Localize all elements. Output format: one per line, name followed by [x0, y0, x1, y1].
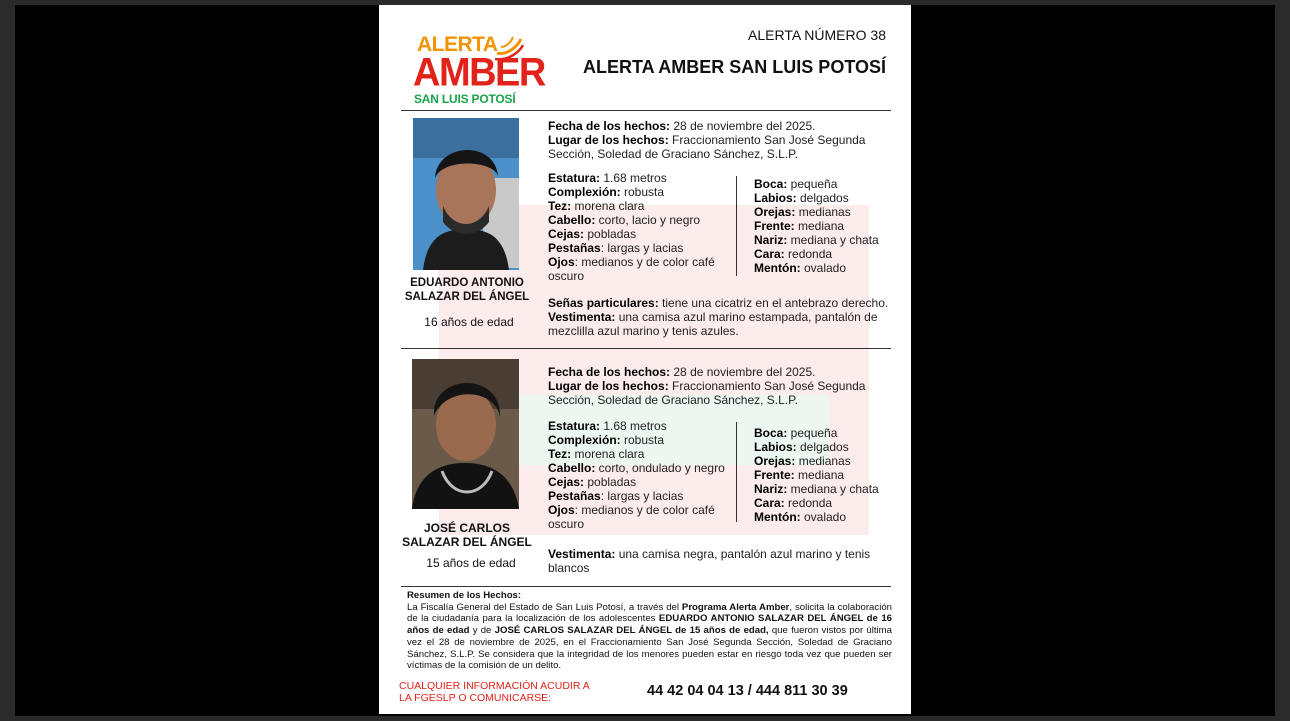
boca-label: Boca:: [754, 426, 788, 440]
person-1-menton: ovalado: [800, 261, 847, 275]
person-1-cara: redonda: [784, 247, 833, 261]
person-2-event: [548, 365, 888, 407]
person-2-age: 15 años de edad: [426, 556, 516, 570]
person-1-name-line1: EDUARDO ANTONIO: [410, 277, 524, 289]
vestimenta-label: Vestimenta:: [548, 310, 616, 324]
cara-label: Cara:: [754, 496, 785, 510]
person-2-vestimenta-2: blancos: [548, 561, 590, 575]
person-2-traits-right: [754, 426, 894, 524]
person-1-cejas: pobladas: [584, 227, 637, 241]
alert-number: ALERTA NÚMERO 38: [748, 27, 886, 43]
person-1-ojos-1: : medianos y de color café: [574, 255, 715, 269]
person-2-estatura: 1.68 metros: [600, 419, 667, 433]
contact-line-2: LA FGESLP O COMUNICARSE:: [399, 692, 552, 704]
cejas-label: Cejas:: [548, 475, 585, 489]
person-2-lugar-2: Sección, Soledad de Graciano Sánchez, S.L.P.: [548, 393, 798, 407]
boca-label: Boca:: [754, 177, 788, 191]
person-2-fecha: 28 de noviembre del 2025.: [670, 365, 816, 379]
person-1-fecha: 28 de noviembre del 2025.: [670, 119, 816, 133]
person-1-tez: morena clara: [571, 199, 645, 213]
vestimenta-label: Vestimenta:: [548, 547, 616, 561]
person-1-lugar-2: Sección, Soledad de Graciano Sánchez, S.L.P.: [548, 147, 798, 161]
person-2-cara: redonda: [784, 496, 833, 510]
complexion-label: Complexión:: [548, 185, 621, 199]
person-2-name-line1: JOSÉ CARLOS: [423, 521, 510, 535]
labios-label: Labios:: [754, 191, 797, 205]
logo-text-slp: SAN LUIS POTOSÍ: [414, 92, 516, 106]
complexion-label: Complexión:: [548, 433, 621, 447]
nariz-label: Nariz:: [754, 482, 788, 496]
person-2-traits-divider: [736, 422, 737, 522]
summary-b1: Programa Alerta Amber: [681, 601, 790, 613]
person-2-complexion: robusta: [620, 433, 665, 447]
logo-swoosh-icon: [493, 33, 525, 61]
alert-poster: [379, 5, 911, 714]
person-1-traits-divider: [736, 176, 737, 276]
fecha-label: Fecha de los hechos:: [548, 119, 671, 133]
estatura-label: Estatura:: [548, 419, 601, 433]
person-1-labios: delgados: [796, 191, 849, 205]
person-1-traits-left: [548, 171, 733, 283]
logo-text-amber: AMBER: [413, 51, 545, 96]
frente-label: Frente:: [754, 219, 795, 233]
person-2-menton: ovalado: [800, 510, 847, 524]
person-2-tez: morena clara: [571, 447, 645, 461]
cara-label: Cara:: [754, 247, 785, 261]
summary-b2: EDUARDO ANTONIO SALAZAR DEL ÁNGEL de 16 años de edad: [407, 613, 892, 637]
summary-block: [407, 590, 892, 672]
menton-label: Mentón:: [754, 261, 801, 275]
senas-label: Señas particulares:: [548, 296, 659, 310]
summary-b3: JOSÉ CARLOS SALAZAR DEL ÁNGEL de 15 años de edad,: [494, 625, 769, 637]
header-divider: [401, 110, 891, 111]
orejas-label: Orejas:: [754, 454, 796, 468]
person-divider: [401, 348, 891, 349]
phone-numbers: 44 42 04 04 13 / 444 811 30 39: [647, 683, 848, 699]
lugar-label: Lugar de los hechos:: [548, 379, 669, 393]
person-2-nariz: mediana y chata: [787, 482, 879, 496]
person-1-boca: pequeña: [787, 177, 838, 191]
person-1-event: [548, 119, 888, 161]
person-2-ojos-2: oscuro: [548, 517, 585, 531]
estatura-label: Estatura:: [548, 171, 601, 185]
summary-t3: y de: [469, 625, 495, 637]
summary-divider: [401, 586, 891, 587]
lugar-label: Lugar de los hechos:: [548, 133, 669, 147]
person-1-orejas: medianas: [795, 205, 851, 219]
person-2-details: [548, 547, 893, 575]
cabello-label: Cabello:: [548, 461, 596, 475]
ojos-label: Ojos: [548, 503, 575, 517]
person-1-nariz: mediana y chata: [787, 233, 879, 247]
person-2-ojos-1: : medianos y de color café: [574, 503, 715, 517]
person-1-estatura: 1.68 metros: [600, 171, 667, 185]
person-2-cabello: corto, ondulado y negro: [595, 461, 725, 475]
person-2-pestanas: : largas y lacias: [600, 489, 684, 503]
person-1-complexion: robusta: [620, 185, 665, 199]
person-2-vestimenta-1: una camisa negra, pantalón azul marino y tenis: [615, 547, 871, 561]
summary-t1: La Fiscalía General del Estado de San Luis Potosí, a través del: [407, 601, 682, 613]
person-1-name-line2: SALAZAR DEL ÁNGEL: [404, 291, 530, 303]
person-2-name: [399, 521, 535, 549]
person-1-details: [548, 296, 893, 338]
person-1-photo: [413, 118, 519, 270]
pestanas-label: Pestañas: [548, 489, 601, 503]
logo-text-alerta: ALERTA: [417, 33, 498, 56]
person-2-cejas: pobladas: [584, 475, 637, 489]
person-2-frente: mediana: [794, 468, 845, 482]
contact-instructions: [399, 680, 590, 704]
pestanas-label: Pestañas: [548, 241, 601, 255]
fecha-label: Fecha de los hechos:: [548, 365, 671, 379]
frente-label: Frente:: [754, 468, 795, 482]
tez-label: Tez:: [548, 199, 572, 213]
person-2-traits-left: [548, 419, 733, 531]
person-2-labios: delgados: [796, 440, 849, 454]
cejas-label: Cejas:: [548, 227, 585, 241]
ojos-label: Ojos: [548, 255, 575, 269]
person-1-ojos-2: oscuro: [548, 269, 585, 283]
person-1-name: [399, 276, 535, 304]
person-1-traits-right: [754, 177, 894, 275]
person-1-age: 16 años de edad: [424, 315, 514, 329]
poster-title: ALERTA AMBER SAN LUIS POTOSÍ: [582, 57, 886, 77]
person-2-photo: [412, 359, 519, 509]
nariz-label: Nariz:: [754, 233, 788, 247]
person-1-frente: mediana: [794, 219, 845, 233]
person-1-cabello: corto, lacio y negro: [595, 213, 701, 227]
alerta-amber-logo: [413, 29, 545, 109]
cabello-label: Cabello:: [548, 213, 596, 227]
person-2-orejas: medianas: [795, 454, 851, 468]
menton-label: Mentón:: [754, 510, 801, 524]
summary-text: [407, 602, 892, 672]
labios-label: Labios:: [754, 440, 797, 454]
tez-label: Tez:: [548, 447, 572, 461]
person-1-lugar-1: Fraccionamiento San José Segunda: [668, 133, 866, 147]
summary-t4: que fueron vistos por última vez el 28 de noviembre de 2025, en el Fraccionamiento San José Segunda Sección, Soledad de Graciano Sánchez, S.L.P. Se considera que la integridad de los menores pueden estar en riesgo toda vez que pueden ser víctimas de la comisión de un delito.: [407, 625, 892, 672]
person-2-lugar-1: Fraccionamiento San José Segunda: [668, 379, 866, 393]
orejas-label: Orejas:: [754, 205, 796, 219]
person-1-senas: tiene una cicatriz en el antebrazo derecho.: [658, 296, 889, 310]
person-2-name-line2: SALAZAR DEL ÁNGEL: [402, 535, 532, 549]
person-1-vestimenta-2: mezclilla azul marino y tenis azules.: [548, 324, 739, 338]
contact-line-1: CUALQUIER INFORMACIÓN ACUDIR A: [399, 680, 590, 692]
person-1-pestanas: : largas y lacias: [600, 241, 684, 255]
summary-t2: , solicita la colaboración de la ciudadanía para la localización de los adolescentes: [407, 601, 892, 625]
person-2-boca: pequeña: [787, 426, 838, 440]
summary-heading: Resumen de los Hechos:: [407, 590, 522, 601]
person-1-vestimenta-1: una camisa azul marino estampada, pantalón de: [615, 310, 878, 324]
